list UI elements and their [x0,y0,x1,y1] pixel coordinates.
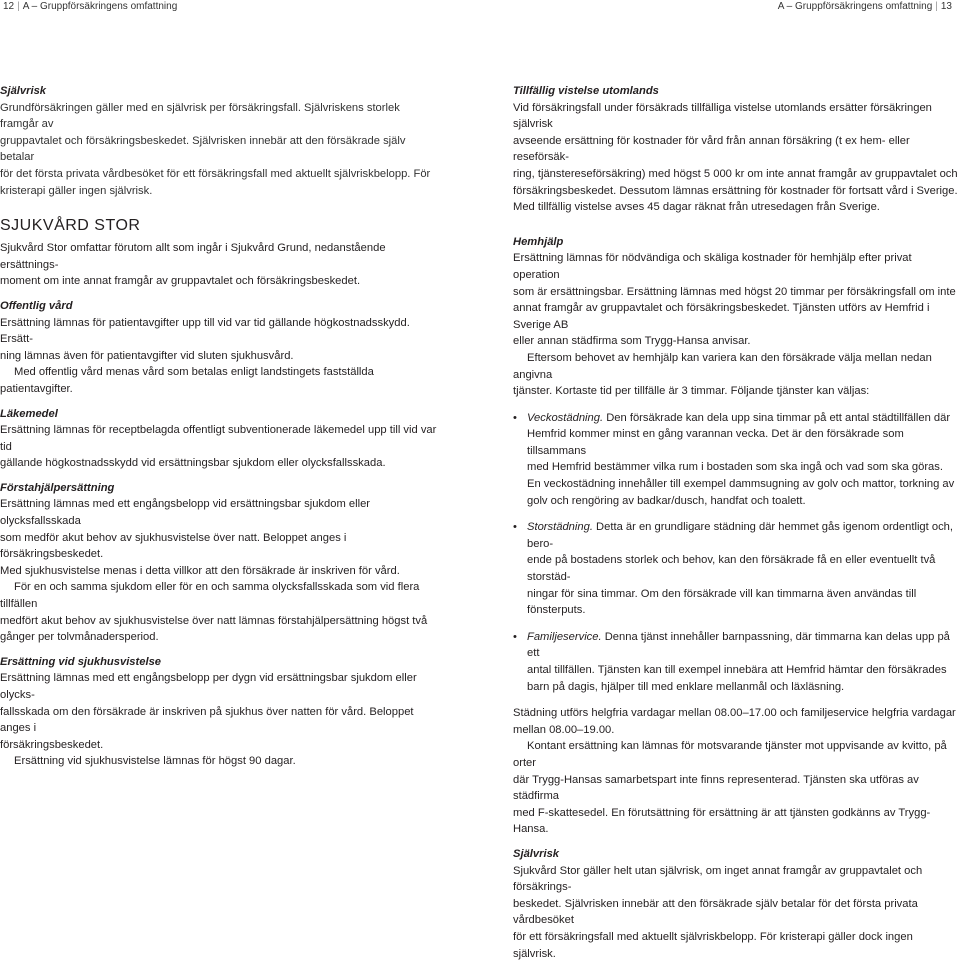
heading-utomlands: Tillfällig vistelse utomlands [513,85,659,97]
text-line: En veckostädning innehåller till exempel dammsugning av golv och mattor, torkning av [527,478,955,491]
header-separator: | [17,1,20,12]
text-line: med F-skattesedel. En förutsättning för ersättning är att tjänsten godkänns av Trygg-Hansa. [513,806,931,836]
text-line: Städning utförs helgfria vardagar mellan 08.00–17.00 och familjeservice helgfria vardagar [513,707,956,720]
text-line: gällande högkostnadsskydd vid ersättningsbar sjukdom eller olycksfallsskada. [0,457,386,470]
text-line: för ett försäkringsfall med aktuellt självriskbelopp. För kristerapi gäller dock ingen självrisk. [513,930,913,960]
text-line: kristerapi gäller ingen självrisk. [0,184,153,197]
text-line: ning lämnas även för patientavgifter vid sluten sjukhusvård. [0,349,294,362]
text-line: försäkringsbeskedet. Dessutom lämnas ersättning för kostnader för fortsatt vård i Sverige. [513,184,958,197]
list-item-veckostadning [513,410,958,510]
text-line: Ersättning vid sjukhusvistelse lämnas för högst 90 dagar. [14,755,296,768]
text-line: tjänster. Kortaste tid per tillfälle är 3 timmar. Följande tjänster kan väljas: [513,385,870,398]
header-separator: | [935,1,938,12]
right-column [513,83,958,962]
section-title: SJUKVÅRD STOR [0,217,141,235]
bullet-term: Storstädning. [527,521,593,534]
text-line: Med offentlig vård menas vård som betalas enligt landstingets fastställda [14,366,374,379]
text-line: Grundförsäkringen gäller med en självrisk per försäkringsfall. Självriskens storlek framgår av [0,101,400,131]
text-line: beskedet. Självrisken innebär att den försäkrade själv betalar för det första privata vårdbesöket [513,897,918,927]
heading-sjalvrisk: Självrisk [0,85,47,97]
text-line: med Hemfrid bestämmer vilka rum i bostaden som ska ingå och vad som ska göras. [527,461,943,474]
text-line: Med tillfällig vistelse avses 45 dagar räknat från utresedagen från Sverige. [513,201,880,214]
text-line: Ersättning lämnas för nödvändiga och skäliga kostnader för hemhjälp efter privat operation [513,252,912,281]
left-page-number: 12 [3,1,15,12]
bullet-term: Veckostädning. [527,411,604,424]
section-sjukvard-stor [0,217,440,290]
section-sjukhusvistelse [0,654,440,770]
text-line: golv och rengöring av badkar/dusch, handfat och toalett. [527,494,806,507]
text-line: medfört akut behov av sjukhusvistelse över natt lämnas förstahjälpersättning högst två [0,614,428,627]
heading-lakemedel: Läkemedel [0,407,58,420]
bullet-icon: • [513,521,517,534]
section-hemhjalp [513,234,958,838]
page-header [0,0,960,14]
text-line: antal tillfällen. Tjänsten kan till exempel innebära att Hemfrid hämtar den försäkrades [527,664,947,676]
text-line: Sjukvård Stor omfattar förutom allt som ingår i Sjukvård Grund, nedanstående ersättnings- [0,242,386,271]
heading-forstahjalp: Förstahjälpersättning [0,481,115,494]
text-line: Ersättning lämnas med ett engångsbelopp vid ersättningsbar sjukdom eller olycksfallsskada [0,498,371,528]
text-line: gruppavtalet och försäkringsbeskedet. Självrisken innebär att den försäkrade själv betalar [0,134,406,164]
text-line: fallsskada om den försäkrade är inskriven på sjukhus över natten för vård. Beloppet anges i [0,705,414,735]
section-sjalvrisk-stor [513,846,958,962]
text-line: Detta är en grundligare städning där hemmet gås igenom ordentligt och, bero- [527,521,954,550]
bullet-term: Familjeservice. [527,630,602,643]
text-line: Med sjukhusvistelse menas i detta villkor att den försäkrade är inskriven för vård. [0,564,400,577]
right-page-number: 13 [940,1,952,12]
text-line: avseende ersättning för kostnader för vård från annan försäkring (t ex hem- eller reseförsäk- [513,134,910,164]
text-line: ring, tjänstereseförsäkring) med högst 5 000 kr om inte annat framgår av gruppavtalet och [513,167,958,180]
text-line: ningar för sina timmar. Om den försäkrade vill kan timmarna även användas till fönsterputs. [527,587,917,617]
section-sjalvrisk-grund [0,83,440,199]
heading-sjalvrisk: Självrisk [513,847,560,860]
text-line: som är ersättningsbar. Ersättning lämnas med högst 20 timmar per försäkringsfall om inte [513,285,956,298]
text-line: annat framgår av gruppavtalet och försäkringsbeskedet. Tjänsten utförs av Hemfrid i Sverige AB [513,302,930,331]
text-line: för det första privata vårdbesöket för ett försäkringsfall med aktuellt självriskbelopp. För [0,167,431,180]
right-running-header [778,1,952,12]
heading-offentlig-vard: Offentlig vård [0,299,73,312]
text-line: Vid försäkringsfall under försäkrads tillfälliga vistelse utomlands ersätter försäkringen självrisk [513,101,932,131]
text-line: eller annan städfirma som Trygg-Hansa anvisar. [513,335,751,348]
list-item-storstadning [513,519,958,619]
text-line: Sjukvård Stor gäller helt utan självrisk, om inget annat framgår av gruppavtalet och försäkrings- [513,864,923,894]
text-line: Hemfrid kommer minst en gång varannan vecka. Det är den försäkrade som tillsammans [527,428,904,457]
text-line: mellan 08.00–19.00. [513,723,615,736]
text-line: Ersättning lämnas med ett engångsbelopp per dygn vid ersättningsbar sjukdom eller olycks- [0,672,417,701]
text-line: Ersättning lämnas för patientavgifter upp till vid var tid gällande högkostnadsskydd. Ersätt- [0,316,410,346]
text-line: gånger per tolvmånadersperiod. [0,631,159,644]
section-offentlig-vard [0,298,440,398]
text-line: patientavgifter. [0,382,73,395]
heading-sjukhusvistelse: Ersättning vid sjukhusvistelse [0,655,162,668]
heading-hemhjalp: Hemhjälp [513,235,564,248]
left-column [0,83,440,770]
text-line: Denna tjänst innehåller barnpassning, där timmarna kan delas upp på ett [527,630,950,660]
text-line: ende på bostadens storlek och behov, kan den försäkrade få en eller eventuellt två storstäd- [527,554,936,584]
left-running-header [3,1,177,12]
bullet-icon: • [513,630,517,643]
text-line: Kontant ersättning kan lämnas för motsvarande tjänster mot uppvisande av kvitto, på orter [513,740,947,769]
text-line: Eftersom behovet av hemhjälp kan variera kan den försäkrade välja mellan nedan angivna [513,351,932,381]
text-line: Ersättning lämnas för receptbelagda offentligt subventionerade läkemedel upp till vid var tid [0,424,437,453]
left-section-title: A – Gruppförsäkringens omfattning [22,1,178,12]
text-line: där Trygg-Hansas samarbetspart inte finns representerad. Tjänsten ska utföras av städfirma [513,773,919,803]
text-line: Den försäkrade kan dela upp sina timmar på ett antal städtillfällen där [606,411,951,424]
list-item-familjeservice [513,629,958,695]
service-options-list [513,410,958,696]
right-section-title: A – Gruppförsäkringens omfattning [777,1,933,12]
text-line: försäkringsbeskedet. [0,738,104,751]
text-line: För en och samma sjukdom eller för en och samma olycksfallsskada som vid flera tillfällen [0,581,420,611]
text-line: moment om inte annat framgår av gruppavtalet och försäkringsbeskedet. [0,275,361,288]
text-line: som medför akut behov av sjukhusvistelse över natt. Beloppet anges i försäkringsbeskedet. [0,531,347,561]
section-lakemedel [0,406,440,472]
section-forstahjalp [0,480,440,646]
text-line: barn på dagis, hjälper till med enklare mellanmål och läxläsning. [527,680,845,693]
bullet-icon: • [513,411,517,424]
section-utomlands [513,83,958,216]
